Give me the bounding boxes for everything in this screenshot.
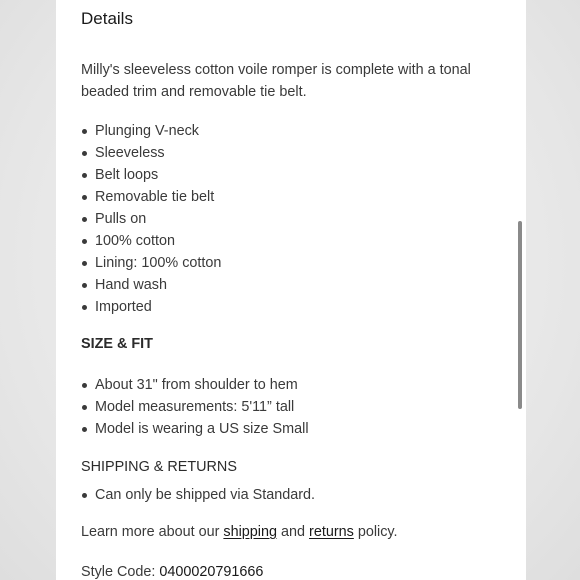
size-fit-list [81, 374, 309, 440]
style-code-value: 0400020791666 [159, 564, 264, 580]
product-description: Milly's sleeveless cotton voile romper is complete with a tonal beaded trim and removable tie belt. [81, 62, 471, 100]
details-item: Sleeveless [81, 142, 221, 164]
size-fit-item: Model is wearing a US size Small [81, 418, 309, 440]
style-code [81, 564, 263, 580]
shipping-list [81, 484, 315, 506]
learn-more-prefix: Learn more about our [81, 524, 224, 540]
details-item: 100% cotton [81, 230, 221, 252]
size-fit-heading: SIZE & FIT [81, 336, 153, 352]
details-item: Imported [81, 296, 221, 318]
scrollbar-thumb[interactable] [518, 221, 522, 409]
size-fit-item: About 31" from shoulder to hem [81, 374, 309, 396]
product-details-panel [56, 0, 526, 580]
shipping-link[interactable]: shipping [223, 524, 278, 540]
details-item: Hand wash [81, 274, 221, 296]
details-list [81, 120, 221, 318]
details-item: Removable tie belt [81, 186, 221, 208]
learn-more-text [81, 524, 398, 540]
policy-suffix: policy. [353, 524, 398, 540]
details-item: Pulls on [81, 208, 221, 230]
style-code-label: Style Code: [81, 564, 160, 580]
shipping-returns-heading: SHIPPING & RETURNS [81, 459, 237, 475]
details-item: Belt loops [81, 164, 221, 186]
details-item: Lining: 100% cotton [81, 252, 221, 274]
details-item: Plunging V-neck [81, 120, 221, 142]
and-text: and [277, 524, 310, 540]
shipping-item: Can only be shipped via Standard. [81, 484, 315, 506]
size-fit-item: Model measurements: 5'11” tall [81, 396, 309, 418]
returns-link[interactable]: returns [309, 524, 354, 540]
details-heading: Details [81, 9, 133, 28]
